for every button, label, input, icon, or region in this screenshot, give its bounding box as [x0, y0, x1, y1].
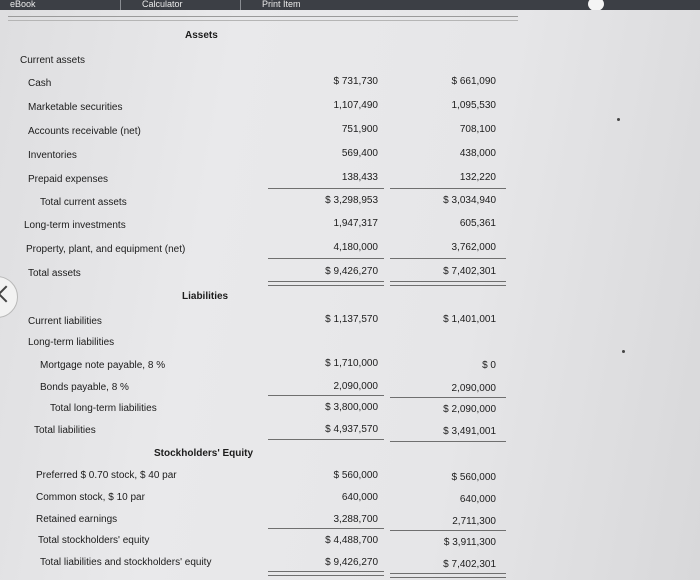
equity-value-current: $ 9,426,270: [325, 557, 378, 568]
liabilities-value-current: $ 4,937,570: [325, 424, 378, 435]
subtotal-underline: [268, 258, 384, 259]
assets-value-prior: 438,000: [459, 148, 496, 159]
liabilities-value-prior: 2,090,000: [451, 383, 496, 394]
assets-label: Total assets: [28, 268, 81, 279]
assets-label: Long-term investments: [24, 220, 126, 231]
assets-value-prior: $ 7,402,301: [443, 266, 496, 277]
total-double-underline: [390, 281, 506, 286]
total-double-underline: [268, 571, 384, 576]
tab-ebook[interactable]: eBook: [10, 0, 36, 9]
equity-value-prior: 2,711,300: [452, 516, 496, 527]
assets-value-current: $ 9,426,270: [325, 266, 378, 277]
subtotal-underline: [390, 530, 506, 531]
equity-value-prior: $ 3,911,300: [443, 537, 496, 548]
equity-label: Preferred $ 0.70 stock, $ 40 par: [36, 470, 177, 481]
assets-value-prior: $ 661,090: [451, 76, 496, 87]
assets-value-current: 4,180,000: [333, 242, 378, 253]
total-underline: [390, 441, 506, 442]
assets-label: Property, plant, and equipment (net): [26, 244, 186, 255]
balance-sheet-page: [0, 10, 700, 580]
subtotal-underline: [268, 188, 384, 189]
equity-heading: Stockholders' Equity: [154, 448, 254, 459]
assets-label: Accounts receivable (net): [28, 126, 141, 137]
liabilities-label: Mortgage note payable, 8 %: [40, 360, 166, 371]
assets-label: Current assets: [20, 55, 86, 66]
total-double-underline: [390, 573, 506, 578]
equity-value-current: 640,000: [341, 492, 378, 503]
total-underline: [268, 439, 384, 440]
liabilities-value-current: $ 1,710,000: [325, 358, 378, 369]
equity-value-prior: $ 560,000: [451, 472, 496, 483]
assets-label: Marketable securities: [28, 102, 123, 113]
assets-value-prior: $ 3,034,940: [443, 195, 496, 206]
screen-dust-dot: [617, 118, 620, 121]
assets-label: Inventories: [28, 150, 77, 161]
subtotal-underline: [390, 258, 506, 259]
assets-label: Total current assets: [40, 197, 127, 208]
assets-value-current: $ 731,730: [333, 76, 378, 87]
equity-value-prior: 640,000: [459, 494, 496, 505]
liabilities-label: Current liabilities: [28, 316, 102, 327]
assets-value-current: 1,107,490: [333, 100, 378, 111]
top-rule-2: [8, 20, 518, 21]
liabilities-value-prior: $ 0: [482, 360, 496, 371]
liabilities-label: Bonds payable, 8 %: [40, 382, 129, 393]
equity-value-current: 3,288,700: [333, 514, 378, 525]
assets-value-current: 751,900: [341, 124, 378, 135]
equity-value-prior: $ 7,402,301: [443, 559, 496, 570]
liabilities-label: Long-term liabilities: [28, 337, 115, 348]
subtotal-underline: [390, 188, 506, 189]
subtotal-underline: [268, 395, 384, 396]
assets-heading: Assets: [185, 30, 218, 41]
top-rule: [8, 16, 518, 17]
total-double-underline: [268, 281, 384, 286]
assets-value-current: 569,400: [341, 148, 378, 159]
chevron-left-icon: [0, 286, 14, 303]
liabilities-label: Total long-term liabilities: [50, 403, 157, 414]
equity-label: Retained earnings: [36, 514, 118, 525]
assets-value-prior: 3,762,000: [451, 242, 496, 253]
subtotal-underline: [268, 528, 384, 529]
liabilities-label: Total liabilities: [34, 425, 96, 436]
subtotal-underline: [390, 397, 506, 398]
liabilities-value-prior: $ 1,401,001: [443, 314, 496, 325]
toolbar-divider: [240, 0, 241, 10]
equity-value-current: $ 4,488,700: [325, 535, 378, 546]
assets-value-current: 1,947,317: [333, 218, 378, 229]
liabilities-value-current: $ 1,137,570: [325, 314, 378, 325]
assets-value-current: 138,433: [341, 172, 378, 183]
assets-value-prior: 132,220: [459, 172, 496, 183]
equity-label: Common stock, $ 10 par: [36, 492, 145, 503]
liabilities-value-current: 2,090,000: [333, 381, 378, 392]
assets-value-prior: 1,095,530: [451, 100, 496, 111]
toolbar-divider: [120, 0, 121, 10]
equity-value-current: $ 560,000: [333, 470, 378, 481]
liabilities-heading: Liabilities: [182, 291, 229, 302]
liabilities-value-prior: $ 3,491,001: [443, 426, 496, 437]
assets-label: Cash: [28, 78, 52, 89]
assets-label: Prepaid expenses: [28, 174, 109, 185]
liabilities-value-prior: $ 2,090,000: [443, 404, 496, 415]
liabilities-value-current: $ 3,800,000: [325, 402, 378, 413]
screen-dust-dot: [622, 350, 625, 353]
assets-value-prior: 708,100: [459, 124, 496, 135]
equity-label: Total liabilities and stockholders' equity: [40, 557, 212, 568]
tab-calculator[interactable]: Calculator: [142, 0, 183, 9]
top-toolbar: [0, 0, 700, 10]
tab-print-item[interactable]: Print Item: [262, 0, 301, 9]
assets-value-prior: 605,361: [459, 218, 496, 229]
equity-label: Total stockholders' equity: [38, 535, 150, 546]
assets-value-current: $ 3,298,953: [325, 195, 378, 206]
